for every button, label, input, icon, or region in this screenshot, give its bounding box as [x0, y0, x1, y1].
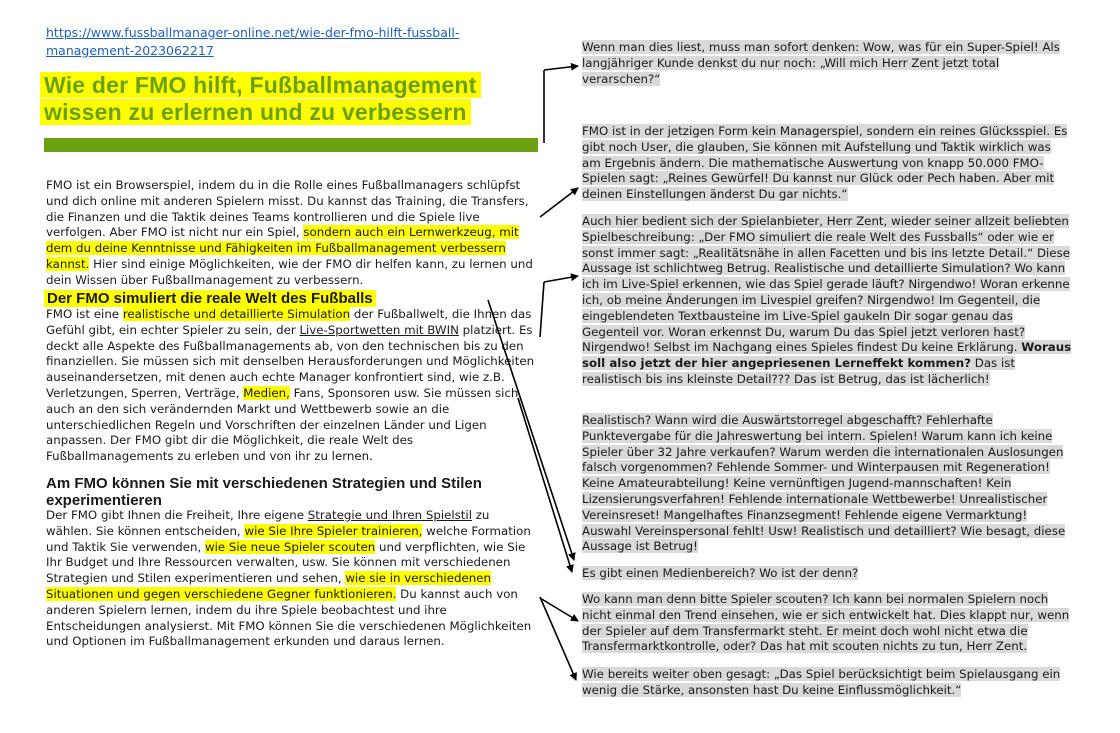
highlight-situationen-gegner: wie sie in verschiedenen Situationen und gegen verschiedene Gegner funktionieren.: [46, 571, 491, 601]
title-line-1: Wie der FMO hilft, Fußballmanagement: [40, 72, 481, 98]
intro-highlight: sondern auch ein Lernwerkzeug, mit dem du deine Kenntnisse und Fähigkeiten im Fußballmanagement verbessern kannst.: [46, 225, 519, 271]
arrow-medien-to-note5: [518, 398, 572, 572]
title-line-2: wissen zu erlernen und zu verbessern: [40, 99, 471, 125]
arrow-simulation-to-note4: [488, 300, 574, 560]
arrow-simulation-to-note3-head: [544, 276, 578, 282]
note-medienbereich: Es gibt einen Medienbereich? Wo ist der denn?: [582, 566, 859, 580]
intro-text-2: Hier sind einige Möglichkeiten, wie der FMO dir helfen kann, zu lernen und dein Wissen über Fußballmanagement zu verbessern.: [46, 256, 533, 287]
arrow-title-to-note1-head: [544, 66, 578, 70]
arrow-simulation-to-note3: [540, 282, 544, 337]
note-gluecksspiel: FMO ist in der jetzigen Form kein Managerspiel, sondern ein reines Glücksspiel. Es gibt noch User, die glauben, Sie können mit Aufstellung und Taktik wirklich was am Ergebnis ändern. Die mathematische Auswertung von knapp 50.000 FMO-Spielen sagt: „Reines Gewürfel! Du kannst nur Glück oder Pech haben. Aber mit deinen Einstellungen änderst Du gar nichts.“: [582, 124, 1068, 202]
note-super-spiel: Wenn man dies liest, muss man sofort denken: Wow, was für ein Super-Spiel! Als langjähriger Kunde denkst du nur noch: „Will mich Herr Zent jetzt total verarschen?“: [582, 40, 1060, 86]
note-scouten: Wo kann man denn bitte Spieler scouten? Ich kann bei normalen Spielern noch nicht einmal den Trend einsehen, wie er sich entwickelt hat. Dies klappt nur, wenn der Spieler auf dem Transfermarkt steht. Er meint doch wohl nicht etwa die Transfermarktkontrolle, oder? Das hat mit scouten nichts zu tun, Herr Zent.: [582, 592, 1070, 654]
link-strategie-spielstil[interactable]: Strategie und Ihren Spielstil: [307, 508, 472, 522]
note-simulation-betrug: Auch hier bedient sich der Spielanbieter, Herr Zent, wieder seiner allzeit beliebten Spielbeschreibung: „Der FMO simuliert die reale Welt des Fussballs“ oder wie er sonst immer sagt: „Realitätsnähe in allen Facetten und bis ins letzte Detail.“ Diese Aussage ist schlichtweg Betrug. Realistische und detaillierte Simulation? Wo kann ich im Live-Spiel erkennen, wie das Spiel gerade läuft? Nirgendwo! Woran erkenne ich, ob meine Änderungen im Livespiel greifen? Nirgendwo! Im Gegenteil, die eingeblendeten Textbausteine im Live-Spiel gaukeln Dir sogar genau das Gegenteil vor. Woran erkennst Du, warum Du das Spiel jetzt verloren hast? Nirgendwo! Selbst im Nachgang eines Spieles findest Du keine Erklärung. Woraus soll also jetzt der hier angepriesenen Lerneffekt kommen? Das ist realistisch bis ins kleinste Detail??? Das ist Betrug, das ist lächerlich!: [582, 214, 1072, 386]
section-strategies-paragraph: Der FMO gibt Ihnen die Freiheit, Ihre eigene Strategie und Ihren Spielstil zu wählen. Sie können entscheiden, wie Sie Ihre Spieler trainieren, welche Formation und Taktik Sie verwenden, wie Sie neue Spieler scouten und verpflichten, wie Sie Ihr Budget und Ihre Ressourcen verwalten, usw. Sie können mit verschiedenen Strategien und Stilen experimentieren und sehen, wie sie in verschiedenen Situationen und gegen verschiedene Gegner funktionieren. Du kannst auch von anderen Spielern lernen, indem du ihre Spiele beobachtest und ihre Entscheidungen analysierst. Mit FMO können Sie die verschiedenen Möglichkeiten und Optionen im Fußballmanagement erkunden und daraus lernen.: [46, 508, 532, 649]
highlight-medien: Medien,: [243, 385, 290, 400]
note-lerneffekt-bold: Woraus soll also jetzt der hier angepriesenen Lerneffekt kommen?: [582, 340, 1072, 371]
highlight-spieler-trainieren: wie Sie Ihre Spieler trainieren,: [244, 523, 423, 538]
section-heading-simulation: Der FMO simuliert die reale Welt des Fußballs: [44, 289, 544, 308]
arrow-intro-to-note2: [540, 188, 578, 217]
highlight-realistic-simulation: realistische und detaillierte Simulation: [122, 307, 351, 321]
highlight-spieler-scouten: wie Sie neue Spieler scouten: [204, 539, 376, 554]
section-heading-strategies: Am FMO können Sie mit verschiedenen Strategien und Stilen experimentieren: [46, 475, 482, 509]
note-realistisch-kritik: Realistisch? Wann wird die Auswärtstorregel abgeschafft? Fehlerhafte Punktevergabe für die Jahreswertung bei intern. Spielen! Warum kann ich keine Spieler über 32 Jahre verkaufen? Warum werden die internationalen Auslosungen falsch vorgenommen? Fehlende Sommer- und Winterpausen mit Regeneration! Keine Amateurabteilung! Keine vernünftigen Jugend-mannschaften! Kein Lizensierungsverfahren! Fehlende internationale Wettbewerbe! Unrealistischer Vereinsreset! Mangelhaftes Finanzsegment! Fehlende eigene Vermarktung! Auswahl Vereinspersonal fehlt! Usw! Realistisch und detailliert? Wie besagt, diese Aussage ist Betrug!: [582, 413, 1066, 554]
link-live-sportwetten[interactable]: Live-Sportwetten mit BWIN: [299, 322, 459, 337]
article-url-link[interactable]: https://www.fussballmanager-online.net/wie-der-fmo-hilft-fussball-management-2023062217: [46, 25, 460, 58]
note-einflussmoeglichkeit: Wie bereits weiter oben gesagt: „Das Spiel berücksichtigt beim Spielausgang ein wenig die Stärke, ansonsten hast Du keine Einflussmöglichkeit.“: [582, 667, 1061, 697]
intro-text-1: FMO ist ein Browserspiel, indem du in die Rolle eines Fußballmanagers schlüpfst und dich online mit anderen Spielern misst. Du kannst das Training, die Transfers, die Finanzen und die Taktik deines Teams kontrollieren und die Spiele live verfolgen. Aber FMO ist nicht nur ein Spiel,: [46, 178, 529, 240]
section-simulation-paragraph: FMO ist eine realistische und detaillierte Simulation der Fußballwelt, die Ihnen das Gefühl gibt, ein echter Spieler zu sein, der Live-Sportwetten mit BWIN platziert. Es deckt alle Aspekte des Fußballmanagements ab, von den technischen bis zu den finanziellen. Sie müssen sich mit denselben Herausforderungen und Möglichkeiten auseinandersetzen, mit denen auch echte Manager konfrontiert sind, wie z.B. Verletzungen, Sperren, Verträge, Medien, Fans, Sponsoren usw. Sie müssen sich auch an den sich verändernden Markt und Wettbewerb sowie an die unterschiedlichen Regeln und Vorschriften der einzelnen Länder und Ligen anpassen. Der FMO gibt dir die Möglichkeit, die reale Welt des Fußballmanagements zu erleben und von ihr zu lernen.: [46, 307, 535, 464]
